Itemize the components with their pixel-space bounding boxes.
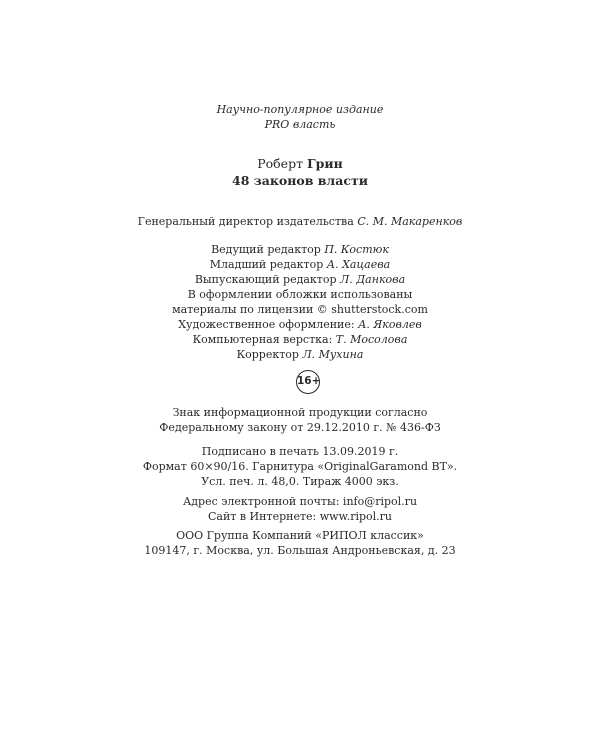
lead-editor-line <box>0 242 600 257</box>
issuing-editor-line <box>0 272 600 287</box>
book-title: 48 законов власти <box>232 173 368 188</box>
lead-editor-role: Ведущий редактор <box>211 243 321 256</box>
staff-credits <box>0 242 600 362</box>
law-line-2: Федеральному закону от 29.12.2010 г. № 436-ФЗ <box>159 421 441 434</box>
corrector-name: Л. Мухина <box>302 348 364 361</box>
junior-editor-role: Младший редактор <box>209 258 324 271</box>
contacts-block <box>0 494 600 524</box>
format-line: Формат 60×90/16. Гарнитура «OriginalGaramond BT». <box>142 460 458 473</box>
art-design-line <box>0 317 600 332</box>
series-block <box>0 102 600 132</box>
law-notice <box>0 405 600 435</box>
cover-note-line-2: материалы по лицензии © shutterstock.com <box>172 303 428 316</box>
cover-note-line-1: В оформлении обложки использованы <box>187 288 413 301</box>
edition-type: Научно-популярное издание <box>216 103 384 116</box>
director-block <box>0 214 600 229</box>
layout-role: Компьютерная верстка: <box>192 333 333 346</box>
art-role: Художественное оформление: <box>178 318 355 331</box>
lead-editor-name: П. Костюк <box>324 243 389 256</box>
website-line: Сайт в Интернете: www.ripol.ru <box>207 510 392 523</box>
age-rating-badge: 16+ <box>296 370 320 394</box>
junior-editor-name: А. Хацаева <box>326 258 391 271</box>
series-name: PRO власть <box>264 118 336 131</box>
director-line <box>0 214 600 229</box>
layout-line <box>0 332 600 347</box>
corrector-role: Корректор <box>236 348 299 361</box>
print-info <box>0 444 600 489</box>
signed-date: Подписано в печать 13.09.2019 г. <box>201 445 399 458</box>
author-first-name: Роберт <box>257 156 303 171</box>
junior-editor-line <box>0 257 600 272</box>
publisher-block <box>0 528 600 558</box>
art-name: А. Яковлев <box>358 318 422 331</box>
director-role: Генеральный директор издательства <box>137 215 354 228</box>
law-line-1: Знак информационной продукции согласно <box>172 406 428 419</box>
issuing-editor-name: Л. Данкова <box>340 273 406 286</box>
email-line: Адрес электронной почты: info@ripol.ru <box>182 495 418 508</box>
issuing-editor-role: Выпускающий редактор <box>194 273 337 286</box>
publisher-name: ООО Группа Компаний «РИПОЛ классик» <box>176 529 424 542</box>
author-last-name: Грин <box>306 156 343 171</box>
author-title-block <box>0 155 600 189</box>
publisher-address: 109147, г. Москва, ул. Большая Андроньевская, д. 23 <box>144 544 456 557</box>
layout-name: Т. Мосолова <box>335 333 408 346</box>
director-name: С. М. Макаренков <box>357 215 463 228</box>
print-run: Усл. печ. л. 48,0. Тираж 4000 экз. <box>201 475 399 488</box>
author-line <box>0 155 600 172</box>
corrector-line <box>0 347 600 362</box>
